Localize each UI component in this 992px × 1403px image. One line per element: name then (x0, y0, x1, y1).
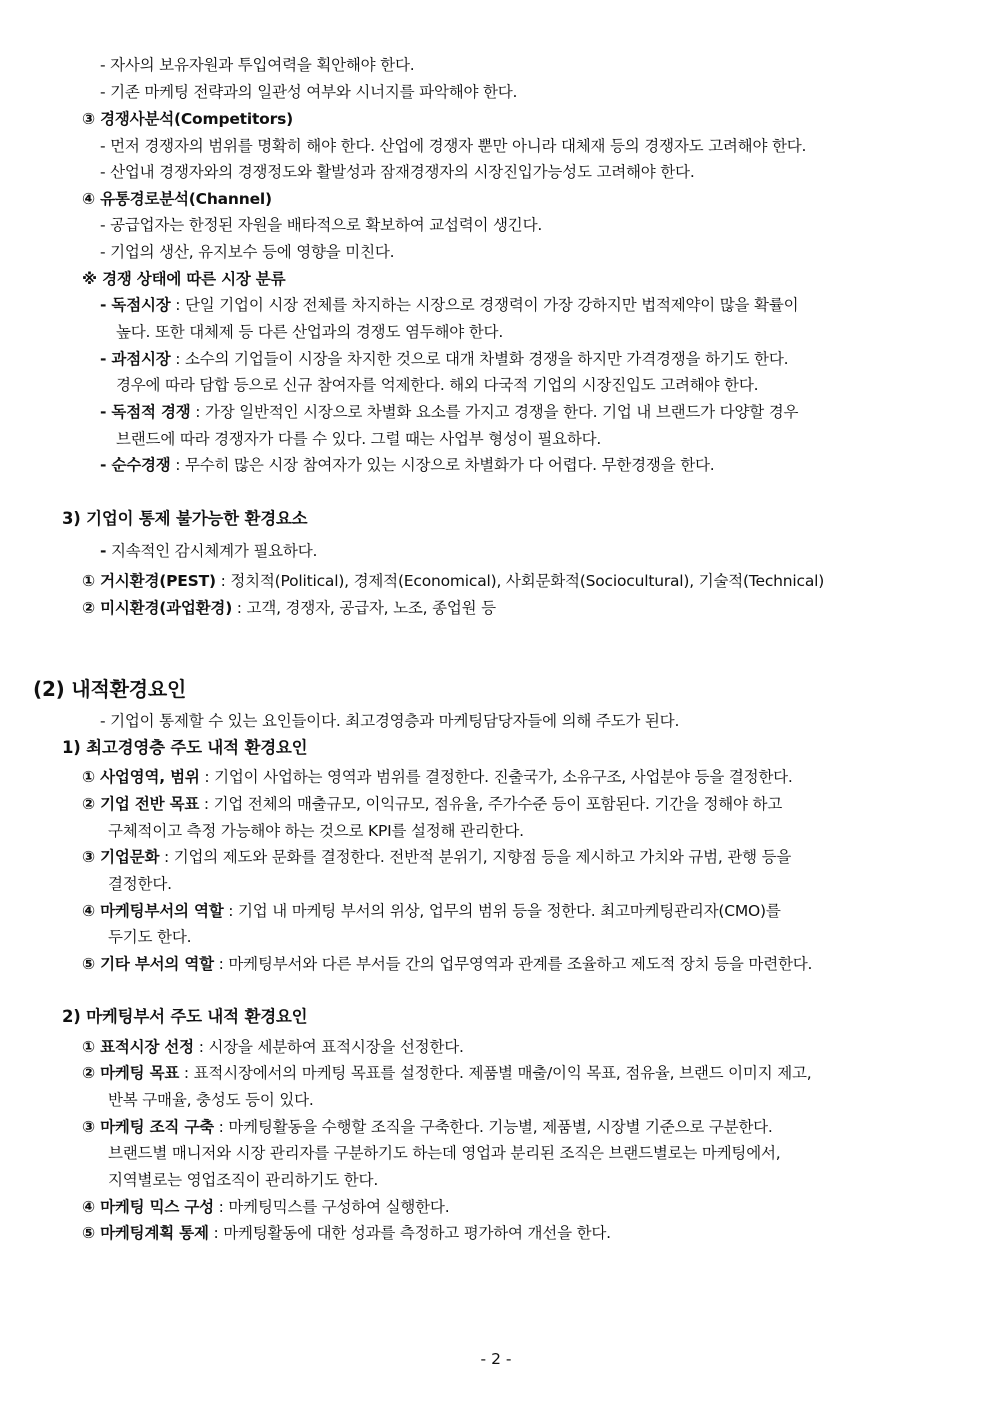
subheading-channel: ④ 유통경로분석(Channel) (82, 190, 272, 208)
line-35: 반복 구매율, 충성도 등이 있다. (108, 1091, 314, 1109)
line-target-market: ① 표적시장 선정 : 시장을 세분하여 표적시장을 선정한다. (82, 1038, 464, 1056)
section-heading-marketing-dept: 2) 마케팅부서 주도 내적 환경요인 (62, 1007, 308, 1026)
line-marketing-org: ③ 마케팅 조직 구축 : 마케팅활동을 수행할 조직을 구축한다. 기능별, 제품별, 시장별 기준으로 구분한다. (82, 1118, 773, 1136)
line-8: - 기업의 생산, 유지보수 등에 영향을 미친다. (100, 243, 395, 261)
line-marketing-mix: ④ 마케팅 믹스 구성 : 마케팅믹스를 구성하여 실행한다. (82, 1198, 450, 1216)
line-corporate-goal: ② 기업 전반 목표 : 기업 전체의 매출규모, 이익규모, 점유율, 주가수준 등이 포함된다. 기간을 정해야 하고 (82, 795, 783, 813)
line-37: 브랜드별 매니저와 시장 관리자를 구분하기도 하는데 영업과 분리된 조직은 브랜드별로는 마케팅에서, (108, 1144, 781, 1162)
line-30: 두기도 한다. (108, 928, 192, 946)
note-market-classification: ※ 경쟁 상태에 따른 시장 분류 (82, 270, 286, 288)
line-5: - 산업내 경쟁자와의 경쟁정도와 활발성과 잠재경쟁자의 시장진입가능성도 고려해야 한다. (100, 163, 695, 181)
line-marketing-control: ⑤ 마케팅계획 통제 : 마케팅활동에 대한 성과를 측정하고 평가하여 개선을 한다. (82, 1224, 611, 1242)
subheading-competitors: ③ 경쟁사분석(Competitors) (82, 110, 293, 128)
line-perfect-competition: - 순수경쟁 : 무수히 많은 시장 참여자가 있는 시장으로 차별화가 다 어렵다. 무한경쟁을 한다. (100, 456, 715, 474)
line-15: 브랜드에 따라 경쟁자가 다를 수 있다. 그럴 때는 사업부 형성이 필요하다. (116, 430, 602, 448)
line-2: - 기존 마케팅 전략과의 일관성 여부와 시너지를 파악해야 한다. (100, 83, 518, 101)
line-pest: ① 거시환경(PEST) : 정치적(Political), 경제적(Economical), 사회문화적(Sociocultural), 기술적(Technical) (82, 572, 825, 590)
page-number: - 2 - (480, 1350, 512, 1368)
line-business-scope: ① 사업영역, 범위 : 기업이 사업하는 영역과 범위를 결정한다. 진출국가, 소유구조, 사업분야 등을 결정한다. (82, 768, 793, 786)
line-marketing-goal: ② 마케팅 목표 : 표적시장에서의 마케팅 목표를 설정한다. 제품별 매출/이익 목표, 점유율, 브랜드 이미지 제고, (82, 1064, 812, 1082)
line-marketing-role: ④ 마케팅부서의 역할 : 기업 내 마케팅 부서의 위상, 업무의 범위 등을 정한다. 최고마케팅관리자(CMO)를 (82, 902, 781, 920)
line-38: 지역별로는 영업조직이 관리하기도 한다. (108, 1171, 379, 1189)
section-heading-uncontrollable: 3) 기업이 통제 불가능한 환경요소 (62, 509, 308, 528)
line-monopolistic-competition: - 독점적 경쟁 : 가장 일반적인 시장으로 차별화 요소를 가지고 경쟁을 한다. 기업 내 브랜드가 다양할 경우 (100, 403, 799, 421)
line-13: 경우에 따라 담합 등으로 신규 참여자를 억제한다. 해외 다국적 기업의 시장진입도 고려해야 한다. (116, 376, 759, 394)
line-7: - 공급업자는 한정된 자원을 배타적으로 확보하여 교섭력이 생긴다. (100, 216, 543, 234)
line-28: 결정한다. (108, 875, 172, 893)
section-heading-internal: (2) 내적환경요인 (33, 677, 187, 701)
line-18: - 지속적인 감시체계가 필요하다. (100, 542, 318, 560)
line-monopoly: - 독점시장 : 단일 기업이 시장 전체를 차지하는 시장으로 경쟁력이 가장 강하지만 법적제약이 많을 확률이 (100, 296, 799, 314)
line-micro-environment: ② 미시환경(과업환경) : 고객, 경쟁자, 공급자, 노조, 종업원 등 (82, 599, 496, 617)
line-22: - 기업이 통제할 수 있는 요인들이다. 최고경영층과 마케팅담당자들에 의해 주도가 된다. (100, 712, 680, 730)
line-26: 구체적이고 측정 가능해야 하는 것으로 KPI를 설정해 관리한다. (108, 822, 524, 840)
line-11: 높다. 또한 대체제 등 다른 산업과의 경쟁도 염두해야 한다. (116, 323, 504, 341)
line-oligopoly: - 과점시장 : 소수의 기업들이 시장을 차지한 것으로 대개 차별화 경쟁을 하지만 가격경쟁을 하기도 한다. (100, 350, 789, 368)
line-1: - 자사의 보유자원과 투입여력을 획안해야 한다. (100, 56, 415, 74)
section-heading-top-management: 1) 최고경영층 주도 내적 환경요인 (62, 738, 308, 757)
line-other-departments: ⑤ 기타 부서의 역할 : 마케팅부서와 다른 부서들 간의 업무영역과 관계를 조율하고 제도적 장치 등을 마련한다. (82, 955, 813, 973)
line-corporate-culture: ③ 기업문화 : 기업의 제도와 문화를 결정한다. 전반적 분위기, 지향점 등을 제시하고 가치와 규범, 관행 등을 (82, 848, 792, 866)
line-4: - 먼저 경쟁자의 범위를 명확히 해야 한다. 산업에 경쟁자 뿐만 아니라 대체재 등의 경쟁자도 고려해야 한다. (100, 137, 807, 155)
